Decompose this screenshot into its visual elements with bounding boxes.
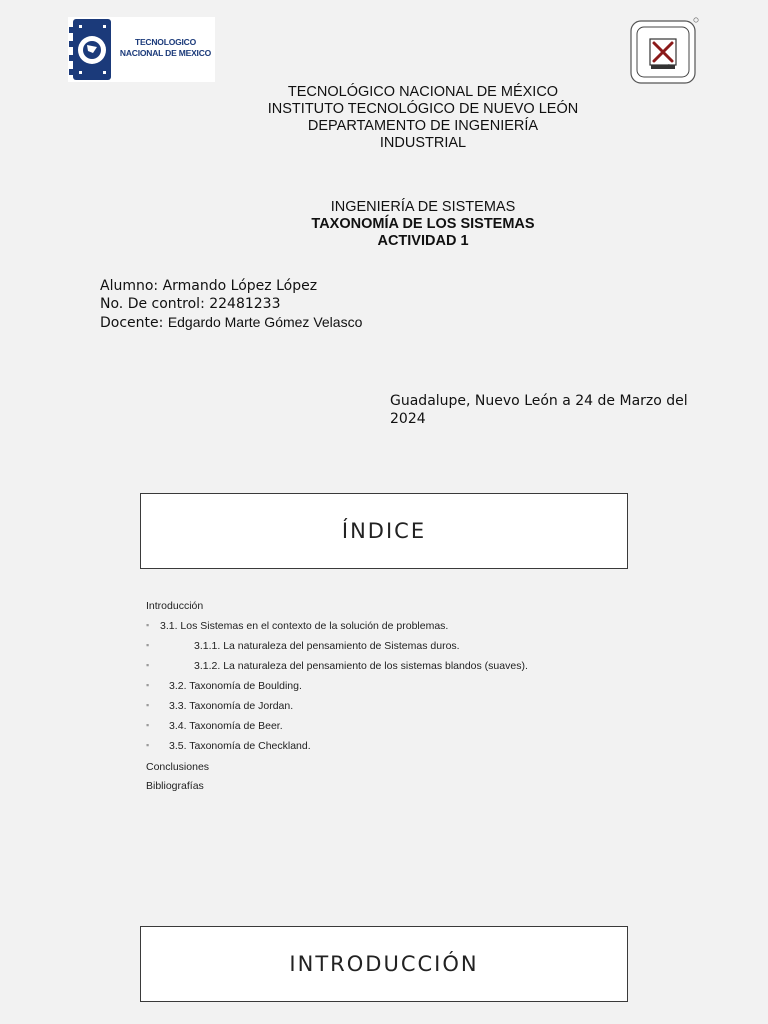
student-info [100, 277, 362, 332]
bullet-icon: ▪ [146, 740, 150, 750]
toc-item-3-5[interactable] [146, 740, 311, 752]
tecnm-logo-line1: TECNOLOGICO [134, 37, 197, 47]
toc-item-introduccion[interactable] [146, 600, 203, 612]
tecnm-logo-line2: NACIONAL DE MEXICO [119, 48, 212, 58]
teacher-line [100, 313, 362, 332]
toc-item-label: Bibliografías [146, 780, 204, 792]
toc-item-bibliografias[interactable] [146, 780, 204, 792]
bullet-icon: ▪ [146, 660, 150, 670]
toc-item-label: Introducción [146, 600, 204, 612]
teacher-name: Edgardo Marte Gómez Velasco [167, 314, 363, 330]
institution-header [0, 84, 768, 152]
index-heading-box [140, 493, 628, 569]
tecnm-logo [68, 17, 215, 82]
control-number: No. De control: 22481233 [100, 296, 281, 312]
toc-item-label: 3.1.2. La naturaleza del pensamiento de los sistemas blandos (suaves). [194, 660, 528, 672]
toc-item-label: 3.1.1. La naturaleza del pensamiento de Sistemas duros. [194, 640, 460, 652]
bullet-icon: ▪ [146, 720, 150, 730]
index-heading: ÍNDICE [341, 519, 427, 543]
toc-item-conclusiones[interactable] [146, 761, 209, 773]
gear-eagle-icon [69, 17, 113, 82]
bullet-icon: ▪ [146, 700, 150, 710]
course-name: INGENIERÍA DE SISTEMAS [330, 199, 516, 215]
toc-item-label: 3.4. Taxonomía de Beer. [169, 720, 283, 732]
toc-item-3-2[interactable] [146, 680, 302, 692]
toc-item-3-1[interactable] [146, 620, 449, 632]
toc-item-3-1-1[interactable] [146, 640, 460, 652]
itnl-seal-logo [629, 17, 699, 87]
header-line-4: INDUSTRIAL [379, 135, 467, 151]
header-line-1: TECNOLÓGICO NACIONAL DE MÉXICO [287, 84, 559, 100]
toc-item-3-4[interactable] [146, 720, 283, 732]
activity-title: ACTIVIDAD 1 [377, 233, 469, 249]
toc-item-label: 3.1. Los Sistemas en el contexto de la solución de problemas. [160, 620, 449, 632]
header-line-3: DEPARTAMENTO DE INGENIERÍA [307, 118, 539, 134]
introduction-heading-box [140, 926, 628, 1002]
toc-item-label: 3.2. Taxonomía de Boulding. [169, 680, 302, 692]
bullet-icon: ▪ [146, 620, 150, 630]
subject-block [0, 199, 768, 250]
toc-item-label: 3.5. Taxonomía de Checkland. [169, 740, 311, 752]
place-date: Guadalupe, Nuevo León a 24 de Marzo del 2024 [390, 393, 688, 427]
toc-item-3-1-2[interactable] [146, 660, 528, 672]
teacher-label: Docente: [100, 315, 168, 331]
itnl-seal-icon [629, 17, 699, 87]
bullet-icon: ▪ [146, 640, 150, 650]
introduction-heading: INTRODUCCIÓN [289, 952, 479, 976]
toc-item-label: Conclusiones [146, 761, 210, 773]
toc-item-label: 3.3. Taxonomía de Jordan. [169, 700, 294, 712]
bullet-icon: ▪ [146, 680, 150, 690]
toc-item-3-3[interactable] [146, 700, 294, 712]
tecnm-logo-text [118, 37, 213, 59]
header-line-2: INSTITUTO TECNOLÓGICO DE NUEVO LEÓN [267, 101, 579, 117]
student-name: Alumno: Armando López López [100, 278, 318, 294]
topic-title: TAXONOMÍA DE LOS SISTEMAS [311, 216, 535, 232]
